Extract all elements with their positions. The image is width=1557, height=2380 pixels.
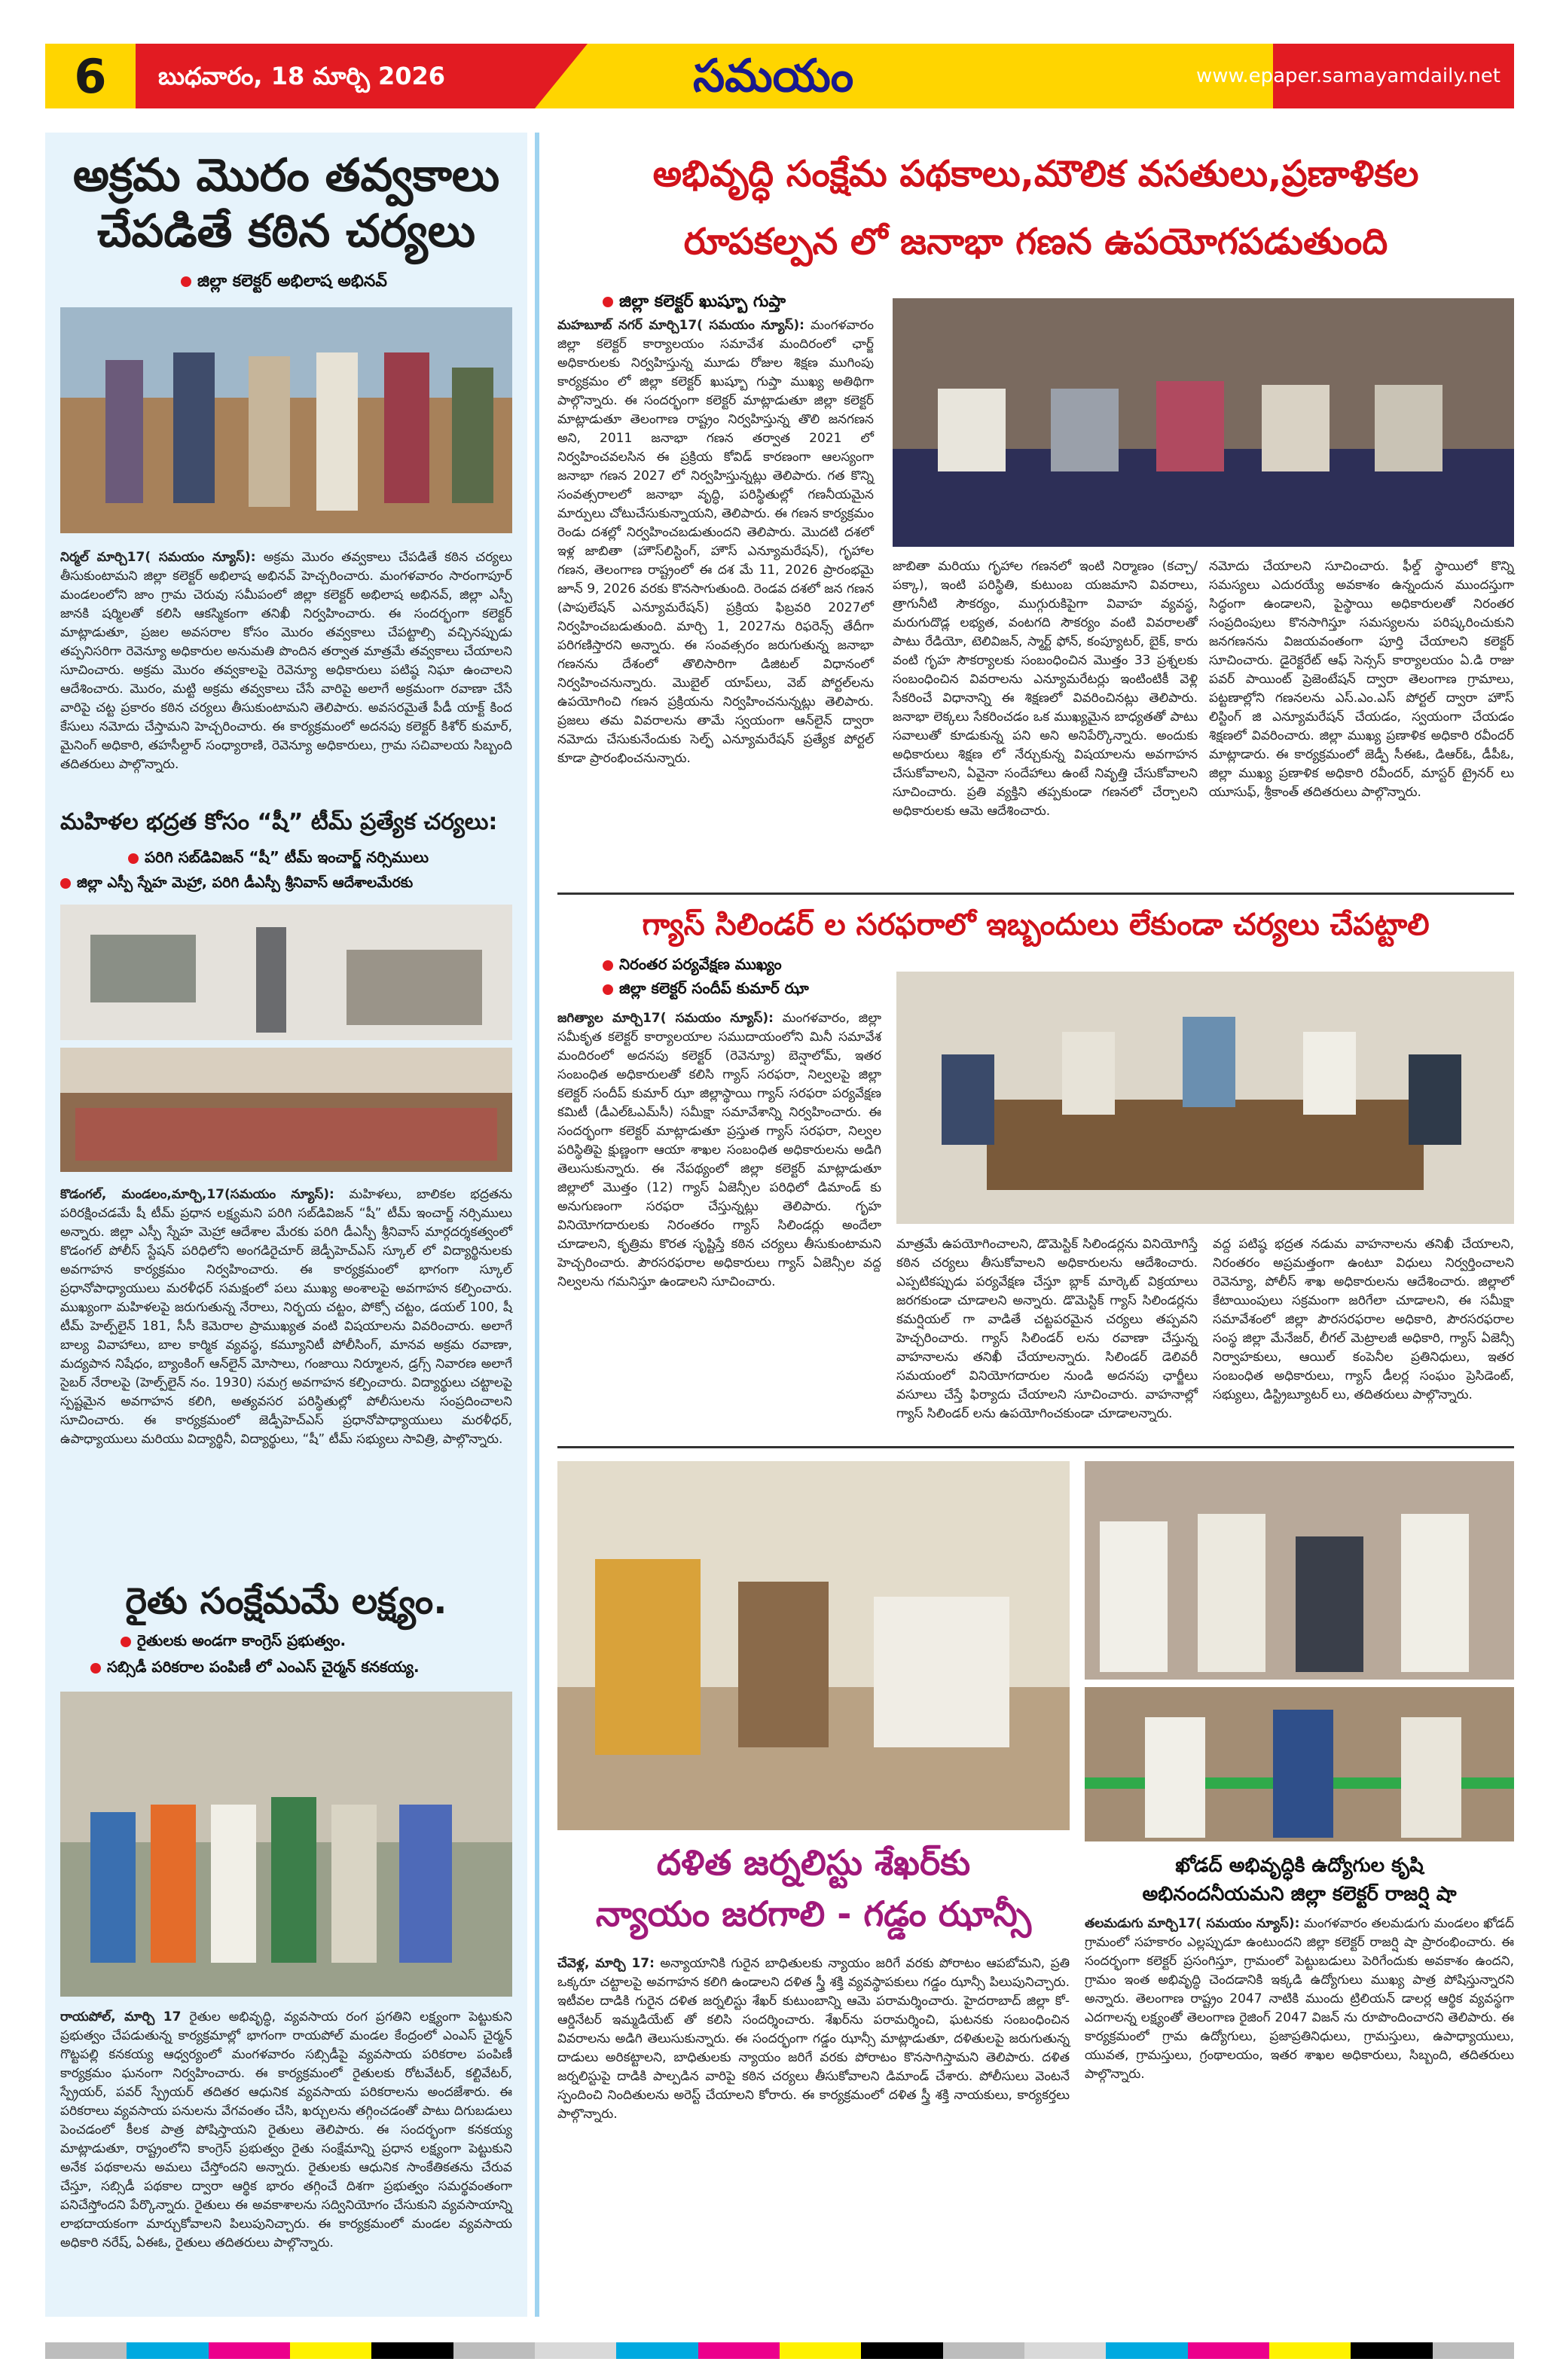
story-headline: మహిళల భద్రత కోసం “షీ” టీమ్ ప్రత్యేక చర్యలు: xyxy=(60,809,498,835)
section-divider xyxy=(557,1446,1514,1448)
story-subhead: పరిగి సబ్‌డివిజన్ “షీ” టీమ్ ఇంచార్జ్ నర్సిములు xyxy=(128,848,512,870)
bullet-icon xyxy=(603,297,613,307)
photo-census-training xyxy=(893,298,1514,547)
main-headline: అభివృద్ధి సంక్షేమ పథకాలు,మౌలిక వసతులు,ప్రణాళికల xyxy=(652,153,1419,195)
story-body: తలమడుగు మార్చి17( సమయం న్యూస్): మంగళవారం తలమడుగు మండలం ఖోడద్ గ్రామంలో సహకారం ఎల్లప్పుడూ ఉంటుందని జిల్లా కలెక్టర్ రాజర్షి షా ప్రారంభించారు. ఈ సందర్భంగా కలెక్టర్ ప్రసంగిస్తూ, గ్రామంలో పెట్టుబడులు పెరిగేందుకు అవకాశం ఉందని, గ్రామం ఇంత అభివృద్ధి చెందడానికి ఇక్కడి ఉద్యోగులు ముఖ్య పాత్ర పోషిస్తున్నారని అన్నారు. తెలంగాణ రాష్ట్రం 2047 నాటికి ముందు ట్రిలియన్ డాలర్ల ఆర్థిక వ్యవస్థగా ఎదగాలన్న లక్ష్యంతో తెలంగాణ రైజింగ్ 2047 విజన్ ను రూపొందించారని తెలిపారు. ఈ కార్యక్రమంలో గ్రామ ఉద్యోగులు, ప్రజాప్రతినిధులు, గ్రామస్తులు, ఉపాధ్యాయులు, యువత, గ్రామస్తులు, గ్రంథాలయం, ఇతర శాఖల అధికారులు, సిబ్బంది, తదితరులు పాల్గొన్నారు. xyxy=(1085,1916,1514,2082)
photo-gas-review-meeting xyxy=(896,972,1514,1224)
masthead-yellow-band xyxy=(535,44,1273,108)
story-subhead: సబ్సిడీ పరికరాల పంపిణీ లో ఎంఎస్ చైర్మన్ కనకయ్య. xyxy=(90,1658,520,1680)
bullet-icon xyxy=(181,276,191,287)
story-headline: అక్రమ మొరం తవ్వకాలు చేపడితే కఠిన చర్యలు xyxy=(72,149,500,258)
story-body: వద్ద పటిష్ఠ భద్రత నడుమ వాహనాలను తనిఖీ చేయాలని, నిరంతరం అప్రమత్తంగా ఉంటూ విధులు నిర్వర్తించాలని రెవెన్యూ, పోలీస్ శాఖ అధికారులను ఆదేశించారు. జిల్లాలో కేటాయింపులు సక్రమంగా జరిగేలా చూడాలని, ఈ సమీక్షా సమావేశంలో జిల్లా పౌరసరఫరాల అధికారి, పౌరసరఫరాల సంస్థ జిల్లా మేనేజర్, లీగల్ మెట్రాలజీ అధికారి, గ్యాస్ ఏజెన్సీ నిర్వాహకులు, ఆయిల్ కంపెనీల ప్రతినిధులు, ఇతర సంబంధిత అధికారులు, గ్యాస్ డీలర్ల సంఘం ప్రెసిడెంట్, సభ్యులు, డిస్ట్రిబ్యూటర్ లు, తదితరులు పాల్గొన్నారు. xyxy=(1213,1237,1514,1402)
story-body: జాబితా మరియు గృహాల గణనలో ఇంటి నిర్మాణం (కచ్చా/పక్కా), ఇంటి పరిస్థితి, కుటుంబ యజమాని వివరాలు, త్రాగునీటి సౌకర్యం, ముగ్గురుకిపైగా వివాహ వ్యవస్థ, మరుగుదొడ్ల లభ్యత, వంటగది సౌకర్యం వంటి వివరాలతో పాటు రేడియో, టెలివిజన్, స్మార్ట్ ఫోన్, కంప్యూటర్, బైక్, కారు వంటి గృహ సౌకర్యాలకు సంబంధించిన మొత్తం 33 ప్రశ్నలకు సంబంధించిన వివరాలను ఎన్యూమరేటర్లు ఇంటింటికీ వెళ్లి సేకరించే విధానాన్ని ఈ శిక్షణలో వివరించినట్లు తెలిపారు. జనాభా లెక్కలు సేకరించడం ఒక ముఖ్యమైన బాధ్యతతో పాటు సవాలుతో కూడుకున్న పని అని అనిపేర్కొన్నారు. అందుకు అధికారులు శిక్షణ లో నేర్చుకున్న విషయాలను అవగాహన చేసుకోవాలని, ఏవైనా సందేహాలు ఉంటే నివృత్తి చేసుకోవాలని సూచించారు. ప్రతి వ్యక్తిని తప్పకుండా గణనలో చేర్చాలని అధికారులకు ఆమె ఆదేశించారు. xyxy=(893,559,1198,819)
photo-she-team-meeting xyxy=(60,905,512,1040)
masthead xyxy=(45,44,1514,108)
photo-equipment-distribution xyxy=(60,1692,512,1997)
story-body: కొడంగల్, మండలం,మార్చి,17(సమయం న్యూస్): మహిళలు, బాలికల భద్రతను పరిరక్షించడమే షీ టీమ్ ప్రధాన లక్ష్యమని పరిగి సబ్‌డివిజన్ “షీ” టీమ్ ఇంచార్జ్ నర్సిములు అన్నారు. జిల్లా ఎస్పీ స్నేహ మెహ్రా ఆదేశాల మేరకు పరిగి డీఎస్పీ శ్రీనివాస్ మార్గదర్శకత్వంలో కొడంగల్ పోలీస్ స్టేషన్ పరిధిలోని అంగడిరైచూర్ జెడ్పీహెచ్ఎస్ స్కూల్ లో విద్యార్థినులకు అవగాహన కార్యక్రమం నిర్వహించారు. ఈ కార్యక్రమంలో భాగంగా స్కూల్ ప్రధానోపాధ్యాయులు మరళీధర్ సమక్షంలో పలు ముఖ్య అంశాలపై అవగాహన కల్పించారు. ముఖ్యంగా మహిళలపై జరుగుతున్న నేరాలు, నిర్భయ చట్టం, పోక్సో చట్టం, డయల్ 100, షీ టీమ్ హెల్ప్‌లైన్ 181, సీసీ కెమెరాల ప్రాముఖ్యత వంటి విషయాలను వివరించారు. అలాగే బాల్య వివాహాలు, బాల కార్మిక వ్యవస్థ, కమ్యూనిటీ పోలీసింగ్, మానవ అక్రమ రవాణా, మద్యపాన నిషేధం, బ్యాంకింగ్ ఆన్‌లైన్ మోసాలు, గంజాయి నిర్మూలన, డ్రగ్స్ నివారణ అలాగే సైబర్ నేరాలపై (హెల్ప్‌లైన్ నం. 1930) సమగ్ర అవగాహన కల్పించారు. విద్యార్థులు చట్టాలపై స్పష్టమైన అవగాహన కలిగి, అత్యవసర పరిస్థితుల్లో పోలీసులను సంప్రదించాలని సూచించారు. ఈ కార్యక్రమంలో జెడ్పీహెచ్ఎస్ ప్రధానోపాధ్యాయులు మరళీధర్, ఉపాధ్యాయులు మరియు విద్యార్థినీ, విద్యార్థులు, “షీ” టీమ్ సభ్యులు సావిత్రి, పాల్గొన్నారు. xyxy=(60,1187,512,1447)
print-color-bars xyxy=(45,2342,1514,2359)
bullet-icon xyxy=(90,1663,101,1674)
page-number: 6 xyxy=(45,44,136,108)
bullet-icon xyxy=(121,1637,131,1647)
photo-site-inspection xyxy=(60,307,512,533)
main-headline: రూపకల్పన లో జనాభా గణన ఉపయోగపడుతుంది xyxy=(683,221,1388,263)
left-column xyxy=(45,133,527,2317)
story-headline: ఖోడద్ అభివృద్ధికి ఉద్యోగుల కృషి xyxy=(1175,1854,1424,1877)
story-body: మాత్రమే ఉపయోగించాలని, డొమెస్టిక్ సిలిండర్లను వినియోగిస్తే కఠిన చర్యలు తీసుకోవాలని అధికారులను ఆదేశించారు. ఎప్పటికప్పుడు పర్యవేక్షణ చేస్తూ బ్లాక్ మార్కెట్ విక్రయాలు జరగకుండా చూడాలని అన్నారు. డొమెస్టిక్ గ్యాస్ సిలిండర్లను కమర్షియల్ గా వాడితే చట్టపరమైన చర్యలు తప్పవని హెచ్చరించారు. గ్యాస్ సిలిండర్ లను రవాణా చేస్తున్న వాహనాలను తనిఖీ చేయాలన్నారు. సిలిండర్ డెలివరీ సమయంలో వినియోగదారుల నుండి అదనపు ఛార్జీలు వసూలు చేస్తే ఫిర్యాదు చేయాలని సూచించారు. వాహనాల్లో గ్యాస్ సిలిండర్ లను ఉపయోగించకుండా చూడాలన్నారు. xyxy=(896,1237,1198,1421)
bullet-icon xyxy=(603,984,613,995)
issue-date: బుధవారం, 18 మార్చి 2026 xyxy=(158,62,446,90)
photo-inauguration xyxy=(1085,1687,1514,1841)
story-body: రాయపోల్, మార్చి 17 రైతుల అభివృద్ధి, వ్యవసాయ రంగ ప్రగతిని లక్ష్యంగా పెట్టుకుని ప్రభుత్వం చేపడుతున్న కార్యక్రమాల్లో భాగంగా రాయపోల్ మండల కేంద్రంలో ఎంఎస్ చైర్మన్ గొట్టపల్లి కనకయ్య ఆధ్వర్యంలో మంగళవారం సబ్సిడీపై వ్యవసాయ పరికరాల పంపిణీ కార్యక్రమం ఘనంగా నిర్వహించారు. ఈ కార్యక్రమంలో రైతులకు రోటవేటర్, కల్టివేటర్, స్ప్రేయర్, పవర్ స్ప్రేయర్ తదితర ఆధునిక వ్యవసాయ పరికరాలను అందజేశారు. ఈ పరికరాలు వ్యవసాయ పనులను వేగవంతం చేసి, ఖర్చులను తగ్గించడంతో పాటు దిగుబడులు పెంచడంలో కీలక పాత్ర పోషిస్తాయని రైతులు తెలిపారు. ఈ సందర్భంగా కనకయ్య మాట్లాడుతూ, రాష్ట్రంలోని కాంగ్రెస్ ప్రభుత్వం రైతు సంక్షేమాన్ని ప్రధాన లక్ష్యంగా పెట్టుకుని అనేక పథకాలను అమలు చేస్తోందని అన్నారు. రైతులకు ఆధునిక సాంకేతికతను చేరువ చేస్తూ, సబ్సిడీ పథకాల ద్వారా ఆర్థిక భారం తగ్గించే దిశగా ప్రభుత్వం సమర్థవంతంగా పనిచేస్తోందని పేర్కొన్నారు. రైతులు ఈ అవకాశాలను సద్వినియోగం చేసుకుని వ్యవసాయాన్ని లాభదాయకంగా మార్చుకోవాలని పిలుపునిచ్చారు. ఈ కార్యక్రమంలో మండల వ్యవసాయ అధికారి నరేష్, ఏఈఓ, రైతులు తదితరులు పాల్గొన్నారు. xyxy=(60,2009,512,2250)
section-divider xyxy=(557,892,1514,895)
bullet-icon xyxy=(60,878,71,889)
story-body: మహబూబ్ నగర్ మార్చి17( సమయం న్యూస్): మంగళవారం జిల్లా కలెక్టర్ కార్యాలయం సమావేశ మందిరంలో ఛార్జ్ అధికారులకు నిర్వహిస్తున్న మూడు రోజుల శిక్షణ ముగింపు కార్యక్రమం లో జిల్లా కలెక్టర్ ఖుష్బూ గుప్తా ముఖ్య అతిథిగా పాల్గొన్నారు. ఈ సందర్భంగా కలెక్టర్ మాట్లాడుతూ జిల్లా కలెక్టర్ మాట్లాడుతూ తెలంగాణ రాష్ట్రం నిర్వహిస్తున్న తొలి జనగణన అని, 2011 జనాభా గణన తర్వాత 2021 లో నిర్వహించవలసిన ఈ ప్రక్రియ కోవిడ్ కారణంగా ఆలస్యంగా జనాభా గణన 2027 లో నిర్వహిస్తున్నట్లు తెలిపారు. గత కొన్ని సంవత్సరాలలో జనాభా వృద్ధి, పరిస్థితుల్లో గణనీయమైన మార్పులు చోటుచేసుకున్నాయని, తెలిపారు. ఈ గణన కార్యక్రమం రెండు దశల్లో నిర్వహించబడుతుందని తెలిపారు. మొదటి దశలో ఇళ్ల జాబితా (హౌస్‌లిస్టింగ్, హౌస్ ఎన్యూమరేషన్), గృహాల గణన, తెలంగాణ రాష్ట్రంలో ఈ దశ మే 11, 2026 ప్రారంభమై జూన్ 9, 2026 వరకు కొనసాగుతుంది. రెండవ దశలో జన గణన (పాపులేషన్ ఎన్యూమరేషన్) ప్రక్రియ ఫిబ్రవరి 2027లో నిర్వహించబడుతుంది. మార్చి 1, 2027ను రిఫరెన్స్ తేదీగా పరిగణిస్తారని అన్నారు. ఈ సంవత్సరం జరుగుతున్న జనాభా గణనను దేశంలో తొలిసారిగా డిజిటల్ విధానంలో నిర్వహించనున్నారు. మొబైల్ యాప్‌లు, వెబ్ పోర్టల్‌లను ఉపయోగించి గణన ప్రక్రియను నిర్వహించనున్నట్లు తెలిపారు. ప్రజలు తమ వివరాలను తామే స్వయంగా ఆన్‌లైన్ ద్వారా నమోదు చేసుకునేందుకు సెల్ఫ్ ఎన్యూమరేషన్ ప్రత్యేక పోర్టల్ కూడా ప్రారంభించనున్నారు. xyxy=(557,318,875,766)
story-subhead: జిల్లా ఎస్పీ స్నేహ మెహ్రా, పరిగి డీఎస్పీ శ్రీనివాస్ ఆదేశాలమేరకు xyxy=(60,874,520,895)
story-headline: రైతు సంక్షేమమే లక్ష్యం. xyxy=(125,1580,447,1622)
story-byline: జిల్లా కలెక్టర్ అభిలాష అభినవ్ xyxy=(181,272,512,294)
epaper-url[interactable]: www.epaper.samayamdaily.net xyxy=(1195,65,1501,87)
story-headline: న్యాయం జరగాలి - గడ్డం ఝాన్సీ xyxy=(595,1893,1032,1934)
story-headline: అభినందనీయమని జిల్లా కలెక్టర్ రాజర్షి షా xyxy=(1142,1883,1457,1906)
column-divider xyxy=(535,133,539,2317)
story-subhead: నిరంతర పర్యవేక్షణ ముఖ్యం xyxy=(603,955,919,977)
story-subhead: జిల్లా కలెక్టర్ సందీప్ కుమార్ ఝా xyxy=(603,979,919,1001)
story-body: నమోదు చేయాలని సూచించారు. ఫీల్డ్ స్థాయిలో కొన్ని సమస్యలు ఎదురయ్యే అవకాశం ఉన్నందున ముందస్తుగా సిద్ధంగా ఉండాలని, పైస్థాయి అధికారులతో నిరంతర సంప్రదింపులు కొనసాగిస్తూ సమస్యలను పరిష్కరించుకుని జనగణనను విజయవంతంగా పూర్తి చేయాలని కలెక్టర్ సూచించారు. డైరెక్టరేట్ ఆఫ్ సెన్సస్ కార్యాలయం ఏ.డి రాజు పవర్ పాయింట్ ప్రెజెంటేషన్ ద్వారా తెలంగాణ గ్రామాలు, పట్టణాల్లోని గణనలను ఎస్.ఎం.ఎస్ పోర్టల్ ద్వారా హౌస్ లిస్టింగ్ జి ఎన్యూమరేషన్ చేయడం, స్వయంగా చేయడం శిక్షణలో వివరించారు. జిల్లా ముఖ్య ప్రణాళిక అధికారి రవీందర్ మాట్లాడారు. ఈ కార్యక్రమంలో జెడ్పీ సీఈఓ, డిఆర్ఓ, డీపీఓ, జిల్లా ముఖ్య ప్రణాళిక అధికారి రవీందర్, మాస్టర్ ట్రైనర్ లు యూసుఫ్, శ్రీకాంత్ తదితరులు పాల్గొన్నారు. xyxy=(1209,559,1514,800)
story-headline: దళిత జర్నలిస్టు శేఖర్‌కు xyxy=(656,1842,971,1883)
photo-journalist-visit xyxy=(557,1461,1070,1830)
story-body: జగిత్యాల మార్చి17( సమయం న్యూస్): మంగళవారం, జిల్లా సమీకృత కలెక్టర్ కార్యాలయాల సముదాయంలోని మినీ సమావేశ మందిరంలో అదనపు కలెక్టర్ (రెవెన్యూ) బెన్షాలోమ్, ఇతర సంబంధిత అధికారులతో కలిసి గ్యాస్ సరఫరా, నిల్వలపై జిల్లా కలెక్టర్ సందీప్ కుమార్ ఝా జిల్లాస్థాయి గ్యాస్ సరఫరా పర్యవేక్షణ కమిటీ (డీఎల్‌ఓఎమ్‌సీ) సమీక్షా సమావేశాన్ని నిర్వహించారు. ఈ సందర్భంగా కలెక్టర్ మాట్లాడుతూ ప్రస్తుత గ్యాస్ సరఫరా, నిల్వల పరిస్థితిపై క్షుణ్ణంగా ఆయా శాఖల సంబంధిత అధికారులను అడిగి తెలుసుకున్నారు. ఈ నేపథ్యంలో జిల్లా కలెక్టర్ మాట్లాడుతూ జిల్లాలో మొత్తం (12) గ్యాస్ ఏజెన్సీల పరిధిలో డిమాండ్ కు అనుగుణంగా సరఫరా చేస్తున్నట్లు తెలిపారు. గృహ వినియోగదారులకు నిరంతరం గ్యాస్ సిలిండర్లు అందేలా చూడాలని, కృత్రిమ కొరత సృష్టిస్తే కఠిన చర్యలు తీసుకుంటామని హెచ్చరించారు. పౌరసరఫరాల అధికారులు గ్యాస్ ఏజెన్సీల వద్ద నిల్వలను గమనిస్తూ ఉండాలని సూచించారు. xyxy=(557,1011,881,1289)
bullet-icon xyxy=(128,853,139,864)
story-body: నిర్మల్ మార్చి17( సమయం న్యూస్): అక్రమ మొరం తవ్వకాలు చేపడితే కఠిన చర్యలు తీసుకుంటామని జిల్లా కలెక్టర్ అభిలాష అభినవ్ హెచ్చరించారు. మంగళవారం సారంగాపూర్ మండలంలోని జాం గ్రామ చెరువు సమీపంలో జిల్లా కలెక్టర్ అభిలాష అభినవ్, జిల్లా ఎస్పీ జానకి షర్మిలతో కలిసి ఆకస్మికంగా తనిఖీ నిర్వహించారు. ఈ సందర్భంగా కలెక్టర్ మాట్లాడుతూ, ప్రజల అవసరాల కోసం మొరం తవ్వకాలు చేపట్టాల్సి వచ్చినప్పుడు తప్పనిసరిగా రెవెన్యూ అధికారుల అనుమతి పొందిన తర్వాత మాత్రమే తవ్వకాలు చేయాలని సూచించారు. అక్రమ మొరం తవ్వకాలపై రెవెన్యూ అధికారులు పటిష్ఠ నిఘా ఉంచాలని ఆదేశించారు. మొరం, మట్టి అక్రమ తవ్వకాలు చేసే వారిపై అలాగే అక్రమంగా రవాణా చేసే వారిపై చట్ట ప్రకారం కఠిన చర్యలు తీసుకుంటామని తెలిపారు. అవసరమైతే పీడీ యాక్ట్ కింద కేసులు నమోదు చేస్తామని హెచ్చరించారు. ఈ కార్యక్రమంలో అదనపు కలెక్టర్ కిశోర్ కుమార్, మైనింగ్ అధికారి, తహసీల్దార్ సంధ్యారాణి, రెవెన్యూ అధికారులు, గ్రామ సచివాలయ సిబ్బంది తదితరులు పాల్గొన్నారు. xyxy=(60,550,513,772)
newspaper-logo: సమయం xyxy=(693,50,854,102)
story-body: చేవెళ్ల, మార్చి 17: అన్యాయానికి గురైన బాధితులకు న్యాయం జరిగే వరకు పోరాటం ఆపబోమని, ప్రతి ఒక్కరూ చట్టాలపై అవగాహన కలిగి ఉండాలని దళిత స్త్రీ శక్తి వ్యవస్థాపకులు గడ్డం ఝాన్సీ పిలుపునిచ్చారు. ఇటీవల దాడికి గురైన దళిత జర్నలిస్టు శేఖర్ కుటుంబాన్ని ఆమె పరామర్శించారు. హైదరాబాద్ జిల్లా కో-ఆర్డినేటర్ ఇమ్మడియేట్ తో కలిసి సందర్శించారు. శేఖర్‌ను పరామర్శించి, ఘటనకు సంబంధించిన వివరాలను అడిగి తెలుసుకున్నారు. ఈ సందర్భంగా గడ్డం ఝాన్సీ మాట్లాడుతూ, దళితులపై జరుగుతున్న దాడులు అరికట్టాలని, బాధితులకు న్యాయం జరిగే వరకు పోరాటం కొనసాగిస్తామని తెలిపారు. దళిత జర్నలిస్టుపై దాడికి పాల్పడిన వారిపై కఠిన చర్యలు తీసుకోవాలని డిమాండ్ చేశారు. పోలీసులు వెంటనే స్పందించి నిందితులను అరెస్ట్ చేయాలని కోరారు. ఈ కార్యక్రమంలో దళిత స్త్రీ శక్తి నాయకులు, కార్యకర్తలు పాల్గొన్నారు. xyxy=(557,1956,1070,2122)
story-subhead: రైతులకు అండగా కాంగ్రెస్ ప్రభుత్వం. xyxy=(121,1631,512,1653)
photo-ribbon-cutting xyxy=(1085,1461,1514,1680)
bullet-icon xyxy=(603,960,613,971)
photo-students-gathering xyxy=(60,1048,512,1172)
story-byline: జిల్లా కలెక్టర్ ఖుష్బూ గుప్తా xyxy=(603,292,904,315)
main-headline: గ్యాస్ సిలిండర్ ల సరఫరాలో ఇబ్బందులు లేకుండా చర్యలు చేపట్టాలి xyxy=(642,908,1430,942)
